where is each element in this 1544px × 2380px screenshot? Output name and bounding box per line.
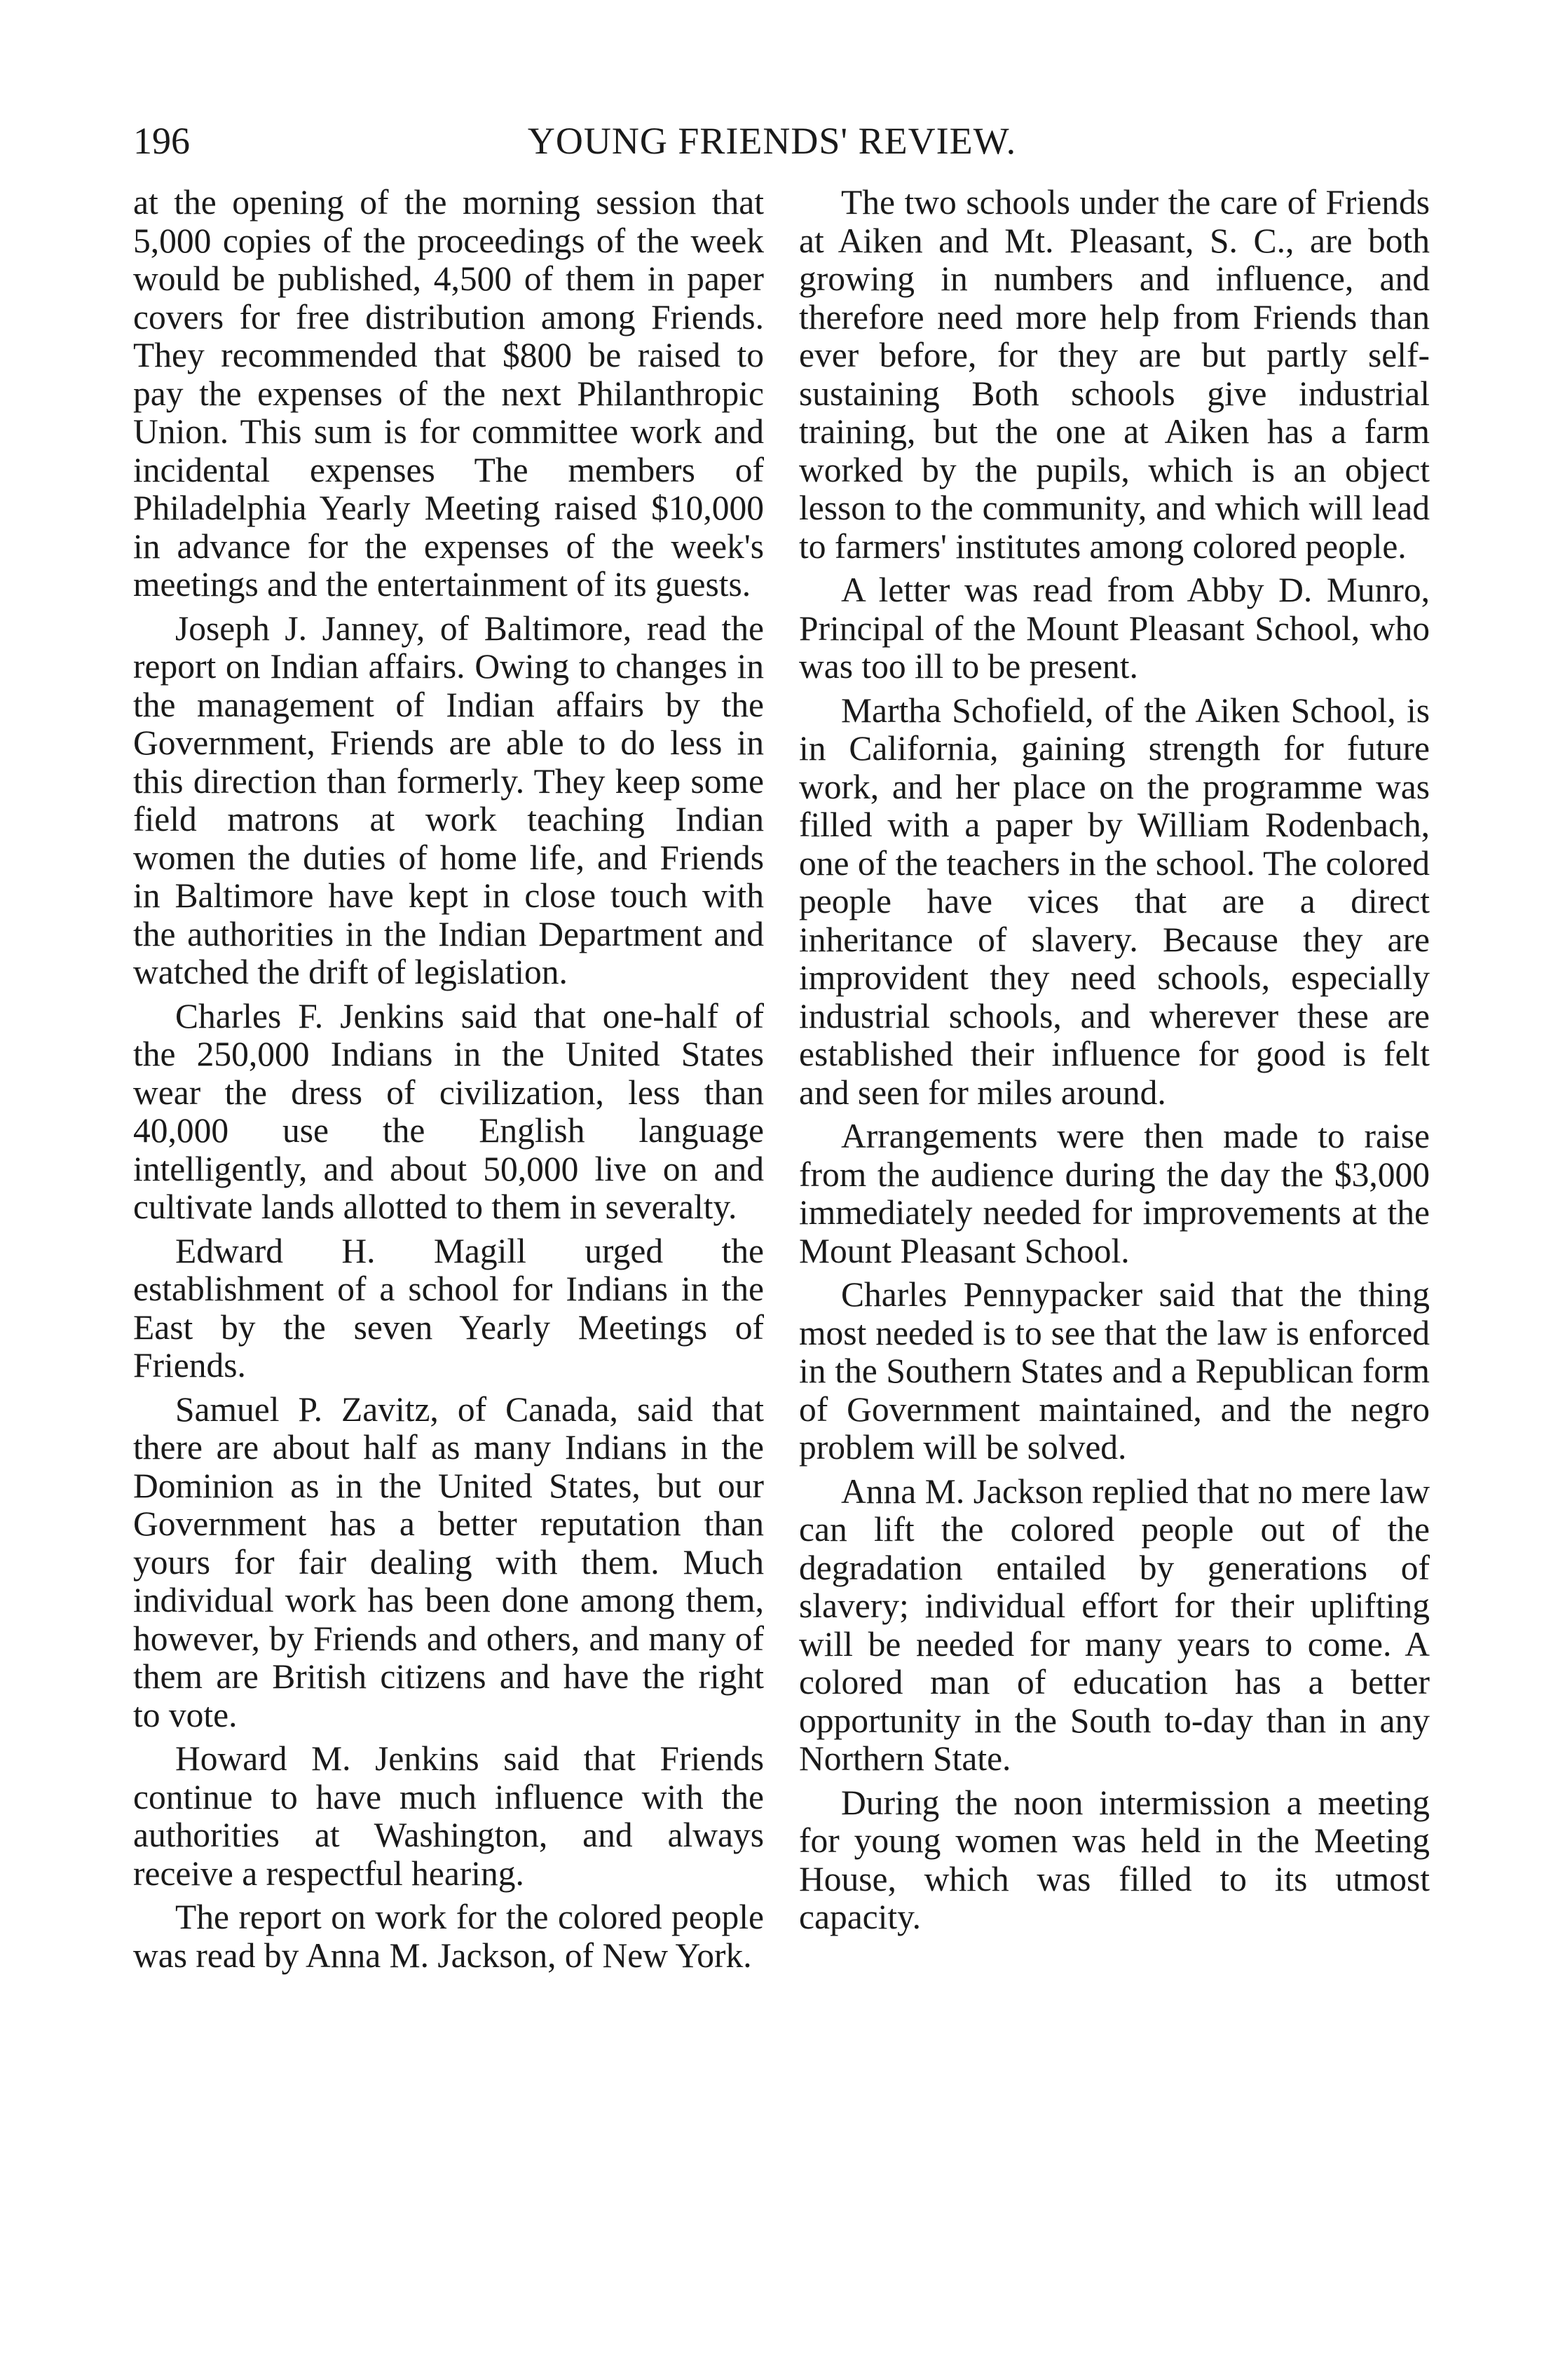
paragraph: Howard M. Jenkins said that Friends continue to have much influence with the authorities at Washington, and always receive a respectful hearing. bbox=[133, 1739, 764, 1893]
paragraph: Samuel P. Zavitz, of Canada, said that there are about half as many Indians in the Dominion as in the United States, but our Government has a better reputation than yours for fair dealing with them. Much individual work has been done among them, however, by Friends and others, and many of them are British citizens and have the right to vote. bbox=[133, 1389, 764, 1734]
right-column bbox=[799, 184, 1430, 1943]
left-column bbox=[133, 184, 764, 1980]
paragraph: Charles F. Jenkins said that one-half of the 250,000 Indians in the United States wear the dress of civilization, less than 40,000 use the English language intelligently, and about 50,000 live on and cultivate lands allotted to them in severalty. bbox=[133, 996, 764, 1226]
paragraph: The two schools under the care of Friends at Aiken and Mt. Pleasant, S. C., are both growing in numbers and influence, and therefore need more help from Friends than ever before, for they are but partly self-sustaining Both schools give industrial training, but the one at Aiken has a farm worked by the pupils, which is an object lesson to the community, and which will lead to farmers' institutes among colored people. bbox=[799, 183, 1430, 566]
paragraph: Edward H. Magill urged the establishment of a school for Indians in the East by the seven Yearly Meetings of Friends. bbox=[133, 1231, 764, 1385]
paragraph: Charles Pennypacker said that the thing most needed is to see that the law is enforced in the Southern States and a Republican form of Government maintained, and the negro problem will be solved. bbox=[799, 1275, 1430, 1467]
paragraph: at the opening of the morning session that 5,000 copies of the proceedings of the week would be published, 4,500 of them in paper covers for free distribution among Friends. They recommended that $800 be raised to pay the expenses of the next Philanthropic Union. This sum is for committee work and incidental expenses The members of Philadelphia Yearly Meeting raised $10,000 in advance for the expenses of the week's meetings and the entertainment of its guests. bbox=[133, 183, 764, 604]
paragraph: Joseph J. Janney, of Baltimore, read the report on Indian affairs. Owing to changes in the management of Indian affairs by the Government, Friends are able to do less in this direction than formerly. They keep some field matrons at work teaching Indian women the duties of home life, and Friends in Baltimore have kept in close touch with the authorities in the Indian Department and watched the drift of legislation. bbox=[133, 608, 764, 991]
paragraph: Arrangements were then made to raise from the audience during the day the $3,000 immediately needed for improvements at the Mount Pleasant School. bbox=[799, 1117, 1430, 1270]
paragraph: Martha Schofield, of the Aiken School, is in California, gaining strength for future work, and her place on the programme was filled with a paper by William Rodenbach, one of the teachers in the school. The colored people have vices that are a direct inheritance of slavery. Because they are improvident they need schools, especially industrial schools, and wherever these are established their influence for good is felt and seen for miles around. bbox=[799, 691, 1430, 1112]
paragraph: The report on work for the colored people was read by Anna M. Jackson, of New York. bbox=[133, 1898, 764, 1975]
journal-title: YOUNG FRIENDS' REVIEW. bbox=[527, 120, 1017, 162]
paragraph: Anna M. Jackson replied that no mere law can lift the colored people out of the degradation entailed by generations of slavery; individual effort for their uplifting will be needed for many years to come. A colored man of education has a better opportunity in the South to-day than in any Northern State. bbox=[799, 1471, 1430, 1778]
page-header bbox=[133, 119, 1411, 175]
page-number: 196 bbox=[133, 120, 190, 162]
paragraph: During the noon intermission a meeting for young women was held in the Meeting House, which was filled to its utmost capacity. bbox=[799, 1783, 1430, 1936]
paragraph: A letter was read from Abby D. Munro, Principal of the Mount Pleasant School, who was too ill to be present. bbox=[799, 571, 1430, 686]
